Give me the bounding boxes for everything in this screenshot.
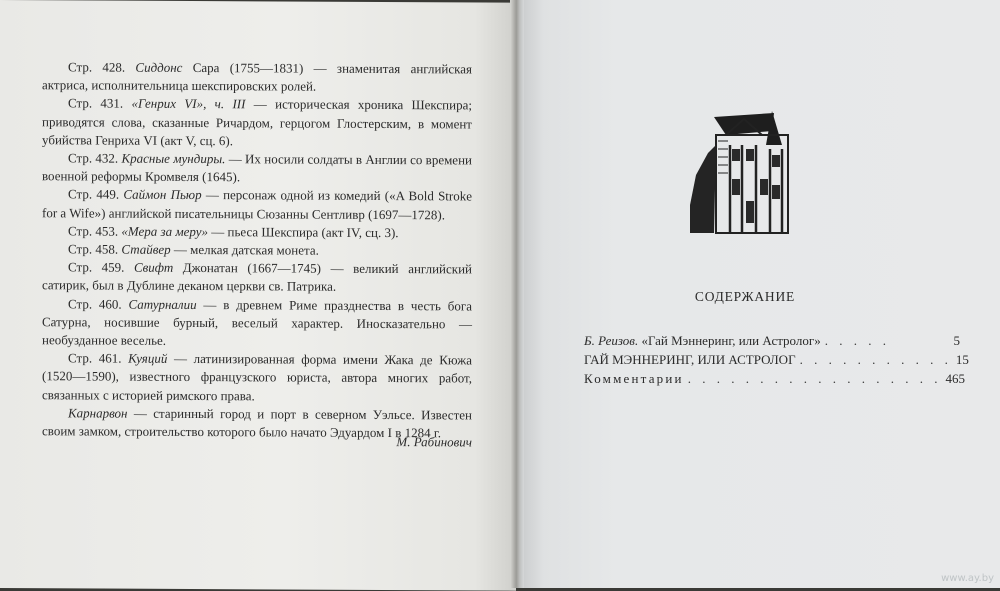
toc-page-number: 465 — [945, 371, 965, 386]
toc-item[interactable] — [584, 333, 960, 352]
commentary-entry: Стр. 459. Свифт Джонатан (1667—1745) — великий английский сатирик, был в Дублине деканом церкви св. Патрика. — [42, 259, 472, 295]
commentary-entry: Стр. 458. Стайвер — мелкая датская монета. — [68, 241, 319, 258]
commentary-entry: Стр. 432. Красные мундиры. — Их носили солдаты в Англии со времени военной реформы Кромвеля (1645). — [42, 150, 472, 185]
toc-leader: . . . . . . . . . . . . . . . . . . — [687, 371, 942, 386]
watermark: www.ay.by — [941, 573, 994, 584]
toc-item-label: Комментарии — [584, 371, 684, 386]
commentary-entry: Карнарвон — старинный город и порт в северном Уэльсе. Известен своим замком, строительство которого было начато Эдуардом I в 1284 г. — [42, 405, 472, 441]
commentary-entry: Стр. 431. «Генрих VI», ч. III — историческая хроника Шекспира; приводятся слова, сказанные Ричардом, герцогом Глостерским, в момент убийства Генриха VI (акт V, сц. 6). — [42, 95, 472, 149]
commentary-entry: Стр. 449. Саймон Пьюр — персонаж одной из комедий («A Bold Stroke for a Wife») английской писательницы Сюзанны Сентливр (1697—1728). — [42, 186, 473, 222]
toc-item-label: ГАЙ МЭННЕРИНГ, ИЛИ АСТРОЛОГ — [584, 352, 796, 367]
toc-page-number: 5 — [953, 333, 960, 348]
castle-illustration — [686, 105, 806, 235]
toc-leader: . . . . . — [824, 333, 890, 348]
toc-item[interactable] — [584, 371, 965, 390]
commentary-entry: Стр. 428. Сиддонс Сара (1755—1831) — знаменитая английская актриса, исполнительница шекспировских ролей. — [42, 59, 473, 94]
commentary-entry: Стр. 461. Куяций — латинизированная форма имени Жака де Кюжа (1520—1590), известного французского юриста, автора многих работ, связанных с историей римского права. — [42, 350, 472, 403]
commentary-entry: Стр. 460. Сатурналии — в древнем Риме празднества в честь бога Сатурна, носившие бурный, веселый характер. Иносказательно — необузданное веселье. — [42, 295, 472, 348]
commentary-text — [42, 58, 472, 443]
toc-item-label: Б. Реизов. «Гай Мэннеринг, или Астролог» — [584, 333, 821, 348]
commentary-entry: Стр. 453. «Мера за меру» — пьеса Шекспира (акт IV, сц. 3). — [68, 223, 399, 240]
toc-item[interactable] — [584, 352, 969, 371]
table-of-contents — [584, 333, 969, 390]
toc-page-number: 15 — [955, 352, 969, 367]
toc-title: СОДЕРЖАНИЕ — [694, 289, 796, 304]
toc-leader: . . . . . . . . . . . — [799, 352, 952, 367]
signature: М. Рабинович — [396, 434, 472, 450]
book-gutter — [510, 0, 524, 588]
